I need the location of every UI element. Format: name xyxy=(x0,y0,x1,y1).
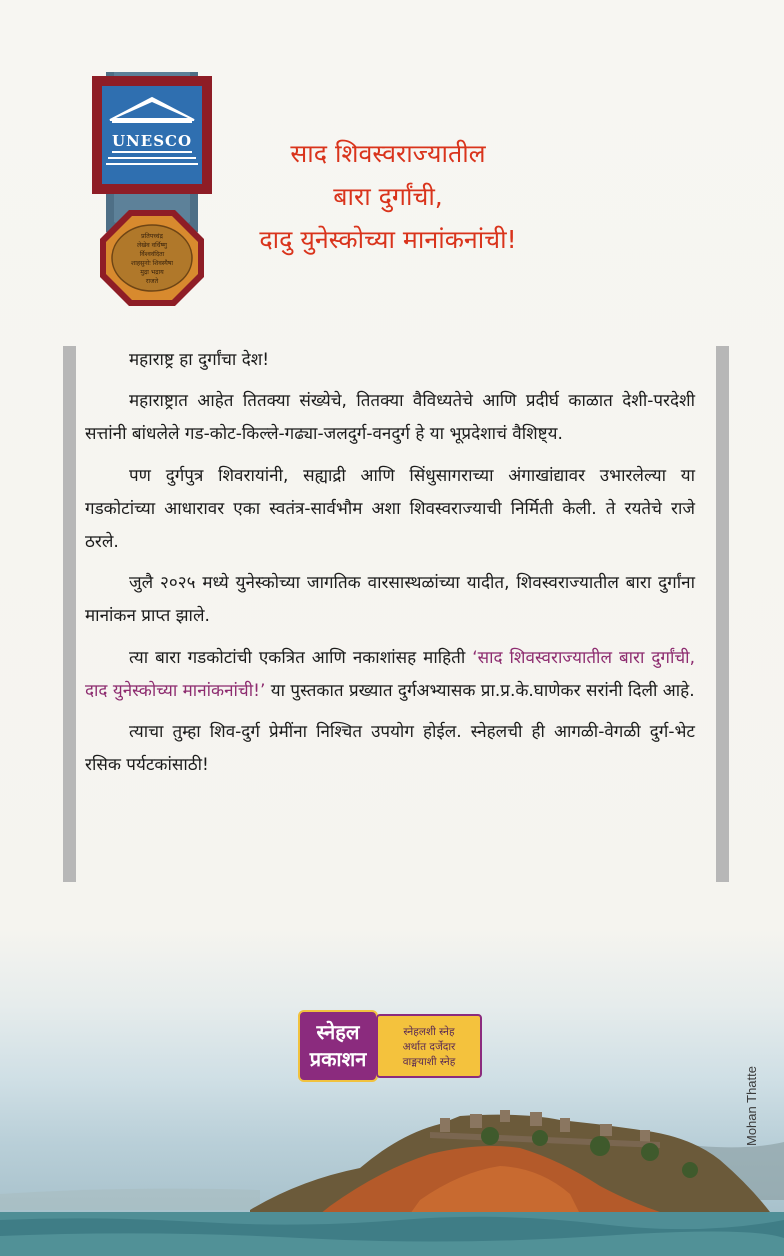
right-border-bar xyxy=(716,346,729,882)
blurb-paragraph-5 xyxy=(85,642,695,708)
tagline-line-2: बारा दुर्गांची, xyxy=(333,182,443,211)
blurb-text-span: या पुस्तकात प्रख्यात दुर्गअभ्यासक प्रा.प्र.के.घाणेकर सरांनी दिली आहे. xyxy=(265,680,695,701)
blurb-paragraph-3: पण दुर्गपुत्र शिवरायांनी, सह्याद्री आणि सिंधुसागराच्या अंगाखांद्यावर उभारलेल्या या गडकोटांच्या आधारावर एका स्वतंत्र-सार्वभौम अशा शिवस्वराज्याची निर्मिती केली. ते रयतेचे राजे ठरले. xyxy=(85,465,695,553)
blurb-paragraph-6: त्याचा तुम्हा शिव-दुर्ग प्रेमींना निश्चित उपयोग होईल. स्नेहलची ही आगळी-वेगळी दुर्ग-भेट रसिक पर्यटकांसाठी! xyxy=(85,722,695,776)
seal-line: लेखेव वर्धिष्णु xyxy=(137,242,167,249)
blurb-text-span: त्या बारा गडकोटांची एकत्रित आणि नकाशांसह माहिती xyxy=(129,647,473,668)
publisher-motto-line-2: अर्थात दर्जेदार xyxy=(402,1041,456,1053)
publisher-name-line-1: स्नेहल xyxy=(316,1020,360,1044)
publisher-name-block xyxy=(298,1010,378,1082)
blurb-text xyxy=(85,344,695,790)
seal-line: र्विश्ववंदिता xyxy=(139,251,165,258)
seal-line: राजते xyxy=(145,278,159,285)
sea-fort-landscape-image xyxy=(0,1090,784,1256)
cover-photo-credit: Mohan Thatte xyxy=(744,1066,759,1146)
publisher-motto-line-1: स्नेहलशी स्नेह xyxy=(403,1026,455,1038)
blurb-paragraph-2: महाराष्ट्रात आहेत तितक्या संख्येचे, तितक्या वैविध्यतेचे आणि प्रदीर्घ काळात देशी-परदेशी सत्तांनी बांधलेले गड-कोट-किल्ले-गढ्या-जलदुर्ग-वनदुर्ग हे या भूप्रदेशाचं वैशिष्ट्य. xyxy=(85,391,695,445)
tagline xyxy=(238,132,538,261)
seal-line: मुद्रा भद्राय xyxy=(140,269,164,276)
seal-line: प्रतिपच्चंद्र xyxy=(141,233,163,240)
publisher-motto-block xyxy=(376,1014,482,1078)
publisher-motto-line-3: वाङ्मयाशी स्नेह xyxy=(402,1056,456,1068)
tagline-line-1: साद शिवस्वराज्यातील xyxy=(290,139,486,168)
unesco-medal-badge xyxy=(92,72,212,317)
publisher-logo xyxy=(298,1010,482,1082)
publisher-name-line-2: प्रकाशन xyxy=(309,1047,367,1071)
seal-line: शाहसुनोः शिवस्यैषा xyxy=(131,260,173,267)
left-border-bar xyxy=(63,346,76,882)
blurb-paragraph-4: जुलै २०२५ मध्ये युनेस्कोच्या जागतिक वारसास्थळांच्या यादीत, शिवस्वराज्यातील बारा दुर्गांना मानांकन प्राप्त झाले. xyxy=(85,573,695,627)
unesco-logo-text: UNESCO xyxy=(111,132,193,150)
tagline-line-3: दादु युनेस्कोच्या मानांकनांची! xyxy=(259,225,517,254)
blurb-paragraph-1: महाराष्ट्र हा दुर्गांचा देश! xyxy=(129,350,270,370)
book-title-highlight: ‘साद शिवस्वराज्यातील बारा दुर्गांची, दाद युनेस्कोच्या मानांकनांची!’ xyxy=(85,647,695,701)
